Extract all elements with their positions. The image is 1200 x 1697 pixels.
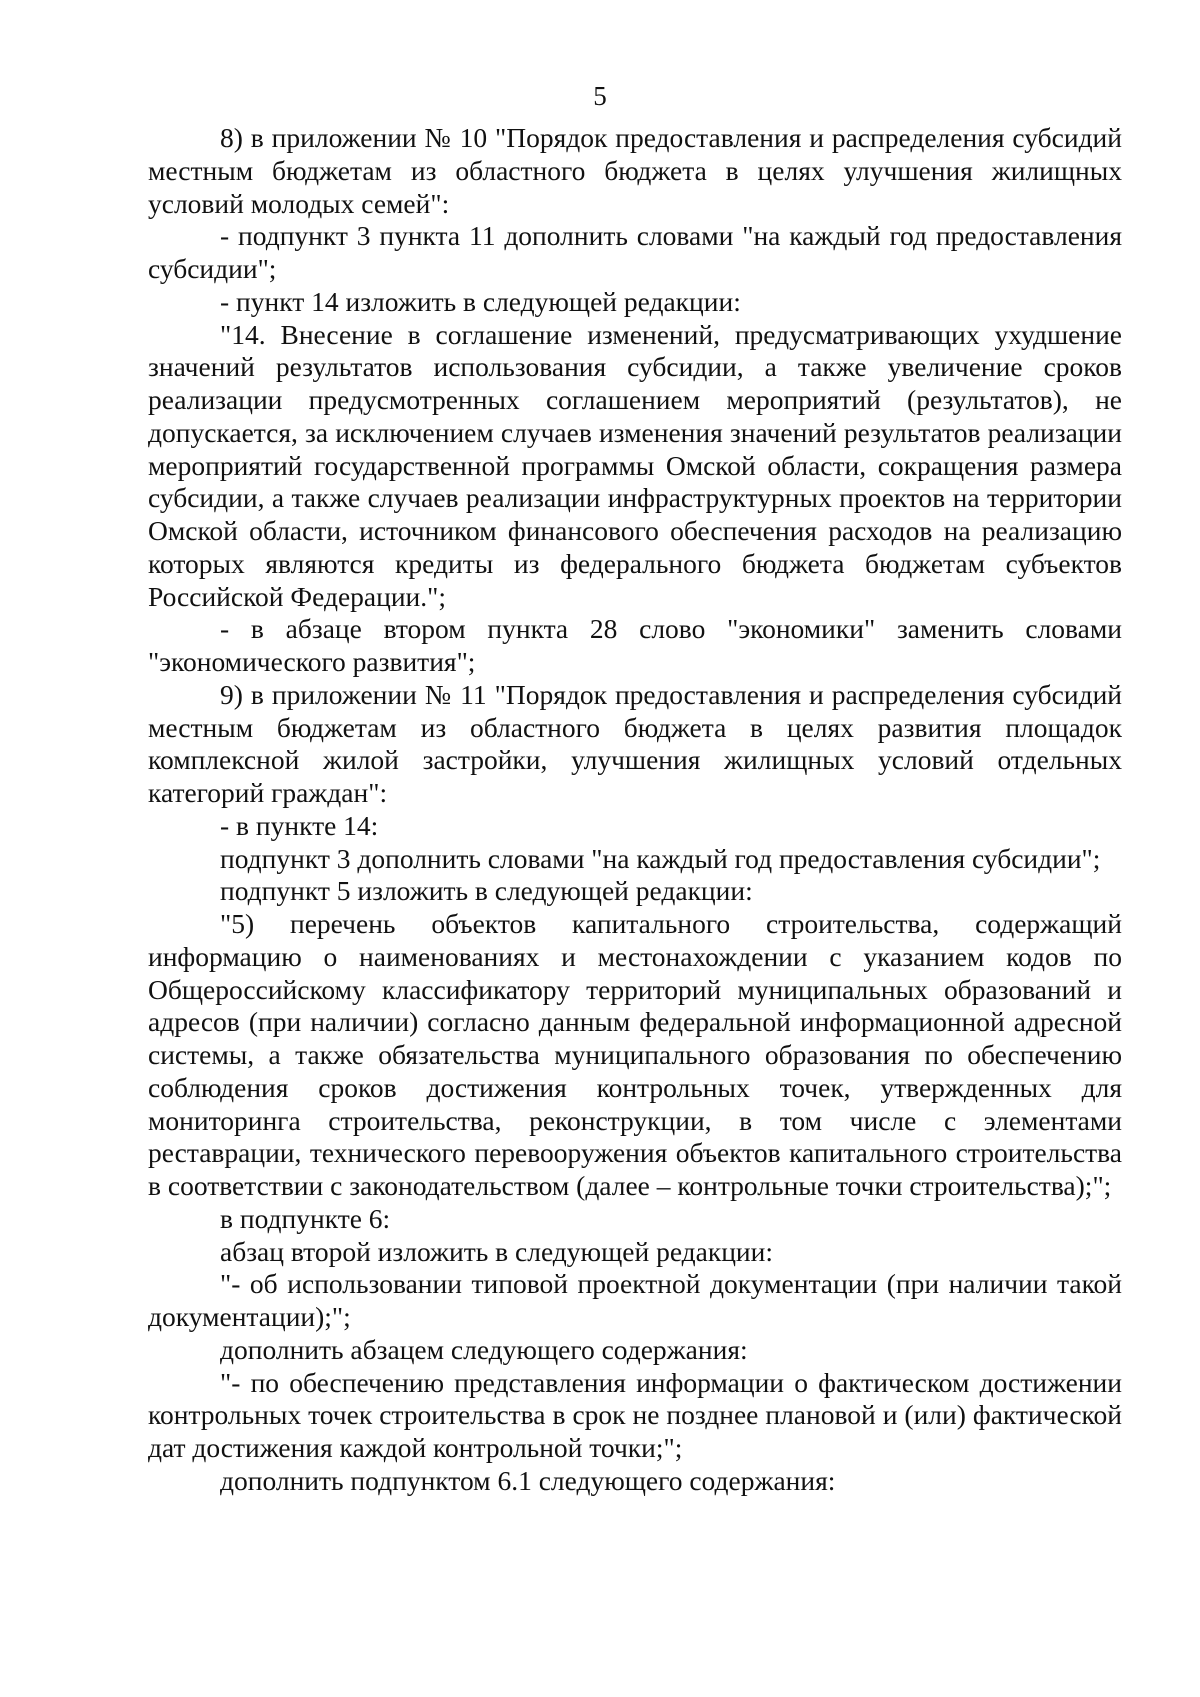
- paragraph: подпункт 5 изложить в следующей редакции:: [220, 875, 753, 907]
- paragraph: подпункт 3 дополнить словами "на каждый год предоставления субсидии";: [220, 842, 1101, 874]
- paragraph: 9) в приложении № 11 "Порядок предоставления и распределения субсидий местным бюджетам из областного бюджета в целях развития площадок комплексной жилой застройки, улучшения жилищных условий отдельных категорий граждан":: [148, 678, 1122, 808]
- paragraph: - подпункт 3 пункта 11 дополнить словами "на каждый год предоставления субсидии";: [148, 220, 1122, 284]
- paragraph: "5) перечень объектов капитального строительства, содержащий информацию о наименованиях и местонахождении с указанием кодов по Общероссийскому классификатору территорий муниципальных образований и адресов (при наличии) согласно данным федеральной информационной адресной системы, а также обязательства муниципального образования по обеспечению соблюдения сроков достижения контрольных точек, утвержденных для мониторинга строительства, реконструкции, в том числе с элементами реставрации, технического перевооружения объектов капитального строительства в соответствии с законодательством (далее – контрольные точки строительства);";: [148, 908, 1122, 1201]
- paragraph: дополнить абзацем следующего содержания:: [220, 1333, 748, 1365]
- paragraph: "14. Внесение в соглашение изменений, предусматривающих ухудшение значений результатов использования субсидии, а также увеличение сроков реализации предусмотренных соглашением мероприятий (результатов), не допускается, за исключением случаев изменения значений результатов реализации мероприятий государственной программы Омской области, сокращения размера субсидии, а также случаев реализации инфраструктурных проектов на территории Омской области, источником финансового обеспечения расходов на реализацию которых являются кредиты из федерального бюджета бюджетам субъектов Российской Федерации.";: [148, 318, 1122, 612]
- paragraph: - пункт 14 изложить в следующей редакции:: [220, 285, 741, 317]
- paragraph: 8) в приложении № 10 "Порядок предоставления и распределения субсидий местным бюджетам из областного бюджета в целях улучшения жилищных условий молодых семей":: [148, 122, 1122, 219]
- paragraph: - в пункте 14:: [220, 809, 379, 841]
- paragraph: абзац второй изложить в следующей редакции:: [220, 1235, 774, 1267]
- document-body: [148, 122, 1122, 1498]
- paragraph: "- об использовании типовой проектной документации (при наличии такой документации);";: [148, 1268, 1122, 1332]
- paragraph: в подпункте 6:: [220, 1202, 391, 1234]
- paragraph: дополнить подпунктом 6.1 следующего содержания:: [220, 1464, 836, 1496]
- paragraph: "- по обеспечению представления информации о фактическом достижении контрольных точек строительства в срок не позднее плановой и (или) фактической дат достижения каждой контрольной точки;";: [148, 1366, 1122, 1463]
- page-number: 5: [593, 81, 607, 111]
- paragraph: - в абзаце втором пункта 28 слово "экономики" заменить словами "экономического развития";: [148, 613, 1122, 677]
